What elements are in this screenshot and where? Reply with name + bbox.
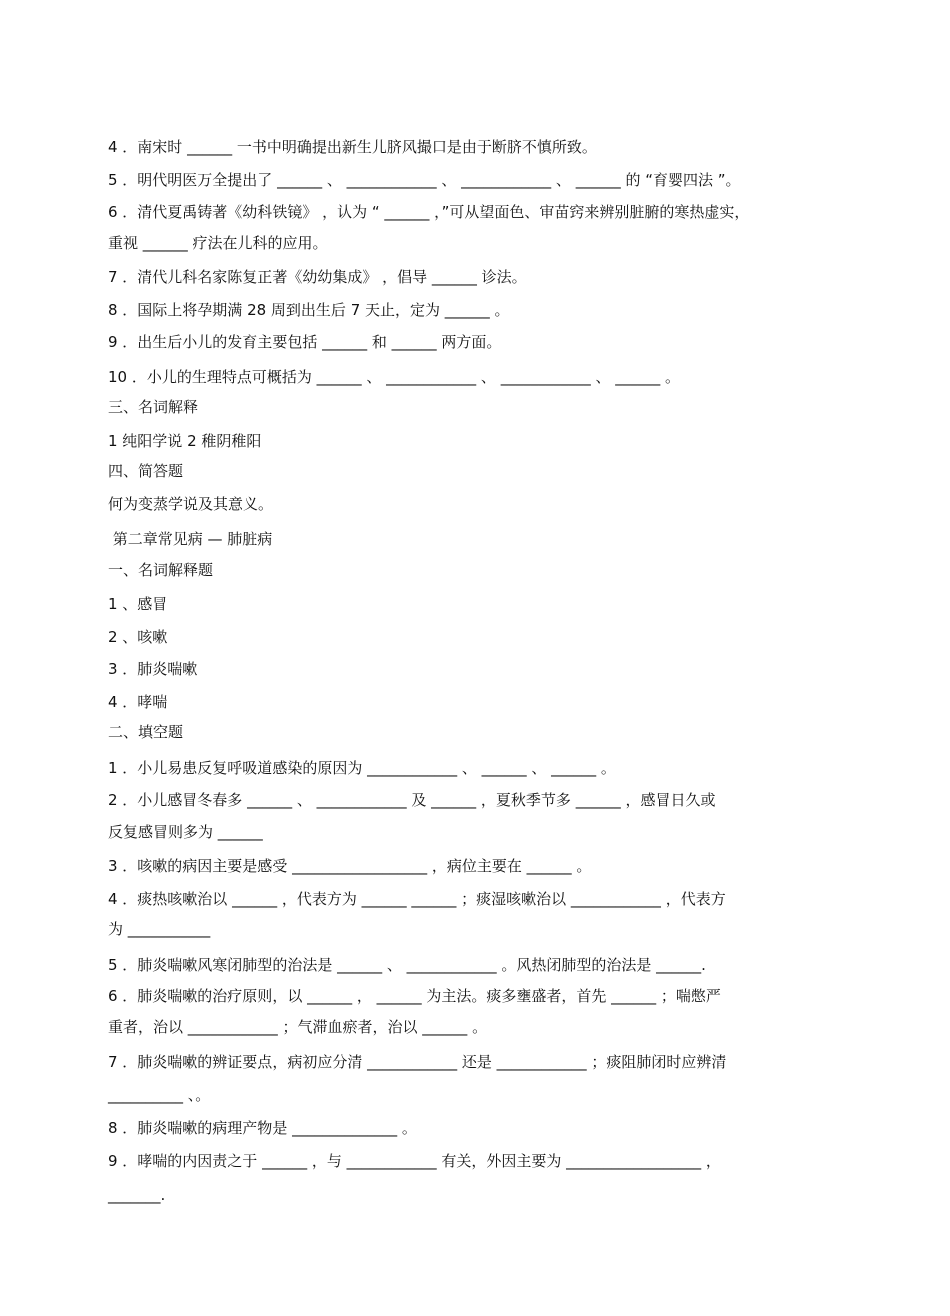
text-line: 6 ．肺炎喘嗽的治疗原则，以 ______ ， ______ 为主法。痰多壅盛者，首先 ______ ；喘憋严 (108, 987, 721, 1005)
text-line: __________ 、。 (108, 1086, 211, 1104)
text-line: 3 ．咳嗽的病因主要是感受 __________________ ，病位主要在 ______ 。 (108, 857, 592, 875)
chapter-heading: 第二章常见病 — 肺脏病 (108, 530, 273, 548)
text-line: 何为变蒸学说及其意义。 (108, 495, 274, 513)
section-heading: 二、填空题 (108, 723, 184, 741)
text-line: 4 ．南宋时 ______ 一书中明确提出新生儿脐风撮口是由于断脐不慎所致。 (108, 138, 597, 156)
text-line: 5 ．明代明医万全提出了 ______ 、 ____________ 、 ____________ 、 ______ 的 “育婴四法 ”。 (108, 171, 741, 189)
text-line: 7 ．肺炎喘嗽的辨证要点，病初应分清 ____________ 还是 ____________ ；痰阻肺闭时应辨清 (108, 1053, 727, 1071)
text-line: 4 ．痰热咳嗽治以 ______ ，代表方为 ______ ______ ；痰湿咳嗽治以 ____________ ，代表方 (108, 890, 726, 908)
text-line: 9 ．出生后小儿的发育主要包括 ______ 和 ______ 两方面。 (108, 333, 502, 351)
text-line: 9 ．哮喘的内因责之于 ______ ，与 ____________ 有关，外因主要为 __________________ ， (108, 1152, 721, 1170)
text-line: 10 ．小儿的生理特点可概括为 ______ 、 ____________ 、 ____________ 、 ______ 。 (108, 368, 681, 386)
text-line: 1 ．小儿易患反复呼吸道感染的原因为 ____________ 、 ______ 、 ______ 。 (108, 759, 616, 777)
text-line: 6 ．清代夏禹铸著《幼科铁镜》 ，认为 “ ______ ，”可从望面色、审苗窍来辨别脏腑的寒热虚实， (108, 203, 750, 221)
text-line: 2 ．小儿感冒冬春多 ______ 、 ____________ 及 ______ ，夏秋季节多 ______ ，感冒日久或 (108, 791, 716, 809)
text-line: 重者，治以 ____________ ；气滞血瘀者，治以 ______ 。 (108, 1018, 488, 1036)
text-line: 1 、感冒 (108, 595, 168, 613)
text-line: 反复感冒则多为 ______ (108, 823, 263, 841)
text-line: 7 ．清代儿科名家陈复正著《幼幼集成》 ，倡导 ______ 诊法。 (108, 268, 527, 286)
text-line: 8 ．国际上将孕期满 28 周到出生后 7 天止，定为 ______ 。 (108, 301, 510, 319)
text-line: 为 ___________ (108, 920, 211, 938)
text-line: _______. (108, 1186, 166, 1204)
text-line: 2 、咳嗽 (108, 628, 168, 646)
text-line: 3 ．肺炎喘嗽 (108, 660, 198, 678)
section-heading: 三、名词解释 (108, 398, 199, 416)
text-line: 5 ．肺炎喘嗽风寒闭肺型的治法是 ______ 、 ____________ 。风热闭肺型的治法是 ______. (108, 956, 706, 974)
text-line: 1 纯阳学说 2 稚阴稚阳 (108, 432, 262, 450)
text-line: 重视 ______ 疗法在儿科的应用。 (108, 234, 328, 252)
section-heading: 四、简答题 (108, 462, 184, 480)
text-line: 4 ．哮喘 (108, 693, 168, 711)
section-heading: 一、名词解释题 (108, 561, 214, 579)
text-line: 8 ．肺炎喘嗽的病理产物是 ______________ 。 (108, 1119, 417, 1137)
